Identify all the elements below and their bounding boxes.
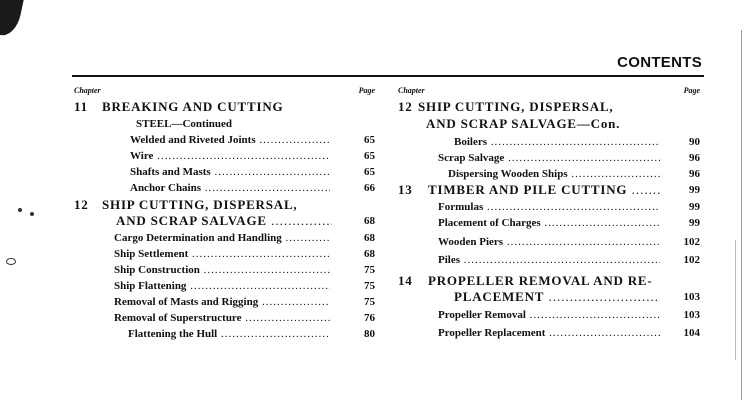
heading-rule <box>72 75 704 77</box>
column-header <box>398 84 704 98</box>
chapter-number: 13 <box>398 182 413 197</box>
entry-page: 102 <box>683 236 700 248</box>
entry-page: 68 <box>364 232 375 244</box>
entry-title: Removal of Superstructure ..... <box>114 311 330 325</box>
entry-title: Ship Flattening ..... <box>114 279 330 293</box>
entry-title: Scrap Salvage ..... <box>438 151 660 165</box>
entry-page: 65 <box>364 134 375 146</box>
entry-page: 103 <box>683 291 700 303</box>
page-column-label: Page <box>683 86 700 95</box>
chapter-title: TIMBER AND PILE CUTTING ..... <box>428 183 660 197</box>
chapter-title-continued: AND SCRAP SALVAGE ..... <box>116 214 332 228</box>
entry-page: 102 <box>683 254 700 266</box>
page-column-label: Page <box>358 86 375 95</box>
entry-page: 75 <box>364 296 375 308</box>
entry-page: 96 <box>689 168 700 180</box>
scan-mark <box>6 258 16 265</box>
entry-page: 99 <box>689 217 700 229</box>
scan-speck <box>30 212 34 216</box>
column-header <box>74 84 379 98</box>
entry-page: 104 <box>683 327 700 339</box>
entry-page: 99 <box>689 201 700 213</box>
entry-title: Dispersing Wooden Ships ..... <box>448 167 660 181</box>
entry-title: Formulas ..... <box>438 200 660 214</box>
entry-title: STEEL—Continued <box>136 118 232 130</box>
chapter-column-label: Chapter <box>398 86 425 95</box>
entry-title: Anchor Chains ..... <box>130 181 330 195</box>
chapter-number: 12 <box>398 99 413 114</box>
chapter-title-continued: PLACEMENT ..... <box>454 290 660 304</box>
chapter-column-label: Chapter <box>74 86 101 95</box>
chapter-title: PROPELLER REMOVAL AND RE- <box>428 274 653 288</box>
chapter-title: SHIP CUTTING, DISPERSAL, <box>418 100 614 114</box>
chapter-title: SHIP CUTTING, DISPERSAL, <box>102 198 298 212</box>
page-edge-line <box>741 30 742 400</box>
chapter-number: 11 <box>74 99 88 114</box>
entry-page: 90 <box>689 136 700 148</box>
toc-column-right <box>398 84 704 339</box>
entry-page: 68 <box>364 215 375 227</box>
entry-page: 99 <box>689 184 700 196</box>
scan-speck <box>18 208 22 212</box>
entry-page: 80 <box>364 328 375 340</box>
entry-title: Propeller Replacement ..... <box>438 326 660 340</box>
scan-corner-mark <box>0 0 24 38</box>
entry-page: 65 <box>364 150 375 162</box>
entry-page: 68 <box>364 248 375 260</box>
entry-page: 96 <box>689 152 700 164</box>
entry-title: Piles ..... <box>438 253 660 267</box>
entry-page: 75 <box>364 280 375 292</box>
entry-title: Welded and Riveted Joints ..... <box>130 133 330 147</box>
entry-page: 103 <box>683 309 700 321</box>
entry-title: Propeller Removal ..... <box>438 308 660 322</box>
entry-page: 75 <box>364 264 375 276</box>
entry-title: Placement of Charges ..... <box>438 216 660 230</box>
entry-title: Ship Settlement ..... <box>114 247 330 261</box>
entry-title: Cargo Determination and Handling ..... <box>114 231 330 245</box>
entry-title: Shafts and Masts ..... <box>130 165 330 179</box>
chapter-title-continued: AND SCRAP SALVAGE—Con. <box>426 117 621 131</box>
chapter-title: BREAKING AND CUTTING <box>102 100 284 114</box>
chapter-number: 14 <box>398 273 413 288</box>
entry-title: Boilers ..... <box>454 135 660 149</box>
page-edge-line <box>735 240 736 360</box>
entry-title: Ship Construction ..... <box>114 263 330 277</box>
contents-heading: CONTENTS <box>617 54 702 71</box>
entry-title: Flattening the Hull ..... <box>128 327 330 341</box>
entry-page: 76 <box>364 312 375 324</box>
entry-page: 65 <box>364 166 375 178</box>
entry-title: Removal of Masts and Rigging ..... <box>114 295 330 309</box>
chapter-number: 12 <box>74 197 89 212</box>
entry-title: Wooden Piers ..... <box>438 235 660 249</box>
entry-title: Wire ..... <box>130 149 330 163</box>
entry-page: 66 <box>364 182 375 194</box>
toc-column-left <box>74 84 379 340</box>
